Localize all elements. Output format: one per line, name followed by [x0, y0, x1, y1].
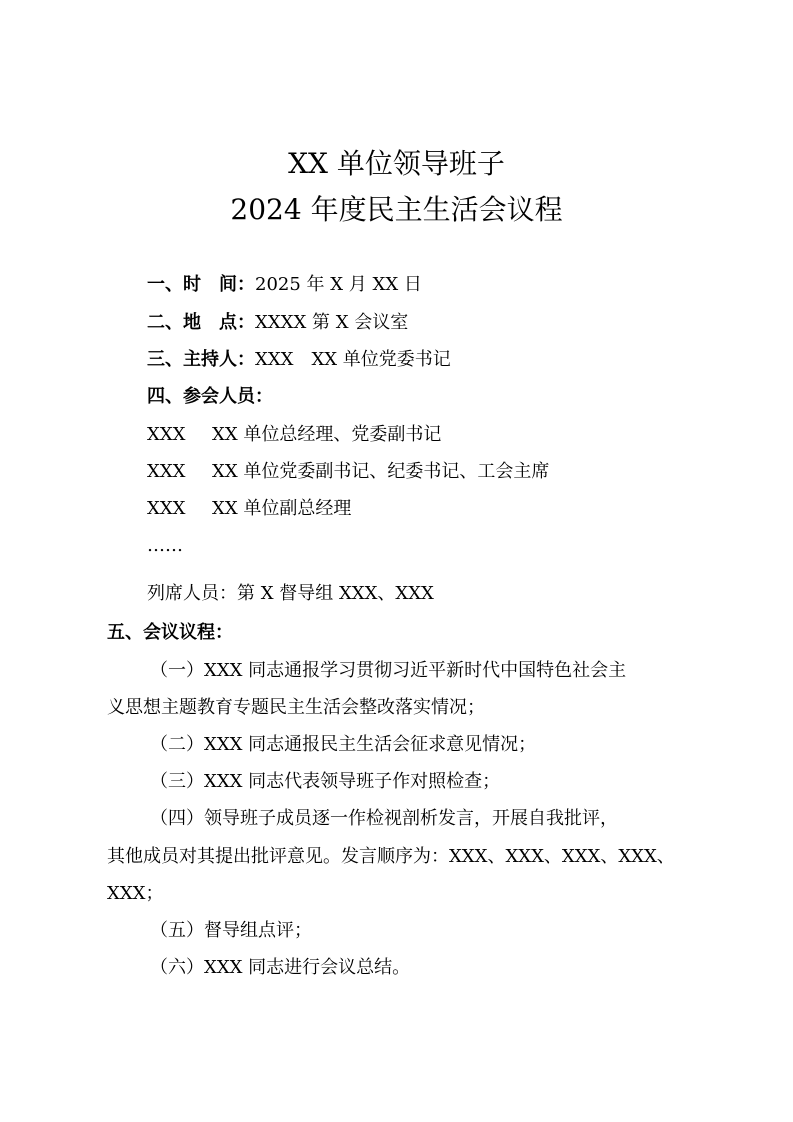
place-value: XXXX 第 X 会议室 — [255, 312, 409, 333]
attendee-role: XX 单位副总经理 — [212, 498, 352, 519]
time-row — [147, 272, 422, 298]
attendees-ellipsis: …… — [147, 535, 183, 556]
attendee-name: XXX — [147, 424, 186, 445]
place-label: 二、地 点： — [147, 312, 255, 333]
observers-line: 列席人员：第 X 督导组 XXX、XXX — [147, 583, 434, 604]
attendee-role: XX 单位总经理、党委副书记 — [212, 424, 442, 445]
attendee-name: XXX — [147, 461, 186, 482]
document-title-line-2: 2024 年度民主生活会议程 — [230, 193, 563, 226]
agenda-item-1-line-2: 义思想主题教育专题民主生活会整改落实情况； — [107, 697, 485, 718]
time-value: 2025 年 X 月 XX 日 — [255, 274, 422, 295]
attendee-row — [147, 422, 441, 448]
agenda-item-5: （五）督导组点评； — [150, 920, 312, 941]
attendees-heading: 四、参会人员： — [147, 386, 273, 407]
attendee-name: XXX — [147, 498, 186, 519]
attendee-row — [147, 496, 351, 522]
agenda-item-4-line-2: 其他成员对其提出批评意见。发言顺序为：XXX、XXX、XXX、XXX、 — [107, 846, 675, 867]
agenda-item-3: （三）XXX 同志代表领导班子作对照检查； — [150, 771, 501, 792]
time-label: 一、时 间： — [147, 274, 255, 295]
host-label: 三、主持人： — [147, 349, 255, 370]
place-row — [147, 310, 408, 336]
document-title-line-1: XX 单位领导班子 — [288, 147, 505, 180]
host-row — [147, 347, 451, 373]
attendee-role: XX 单位党委副书记、纪委书记、工会主席 — [212, 461, 550, 482]
agenda-item-4-line-3: XXX； — [107, 883, 164, 904]
attendee-row — [147, 459, 549, 485]
host-value: XXX XX 单位党委书记 — [255, 349, 451, 370]
agenda-item-6: （六）XXX 同志进行会议总结。 — [150, 957, 411, 978]
agenda-heading: 五、会议议程： — [107, 622, 233, 643]
agenda-item-1-line-1: （一）XXX 同志通报学习贯彻习近平新时代中国特色社会主 — [150, 660, 627, 681]
agenda-item-2: （二）XXX 同志通报民主生活会征求意见情况； — [150, 734, 537, 755]
agenda-item-4-line-1: （四）领导班子成员逐一作检视剖析发言，开展自我批评， — [150, 808, 618, 829]
